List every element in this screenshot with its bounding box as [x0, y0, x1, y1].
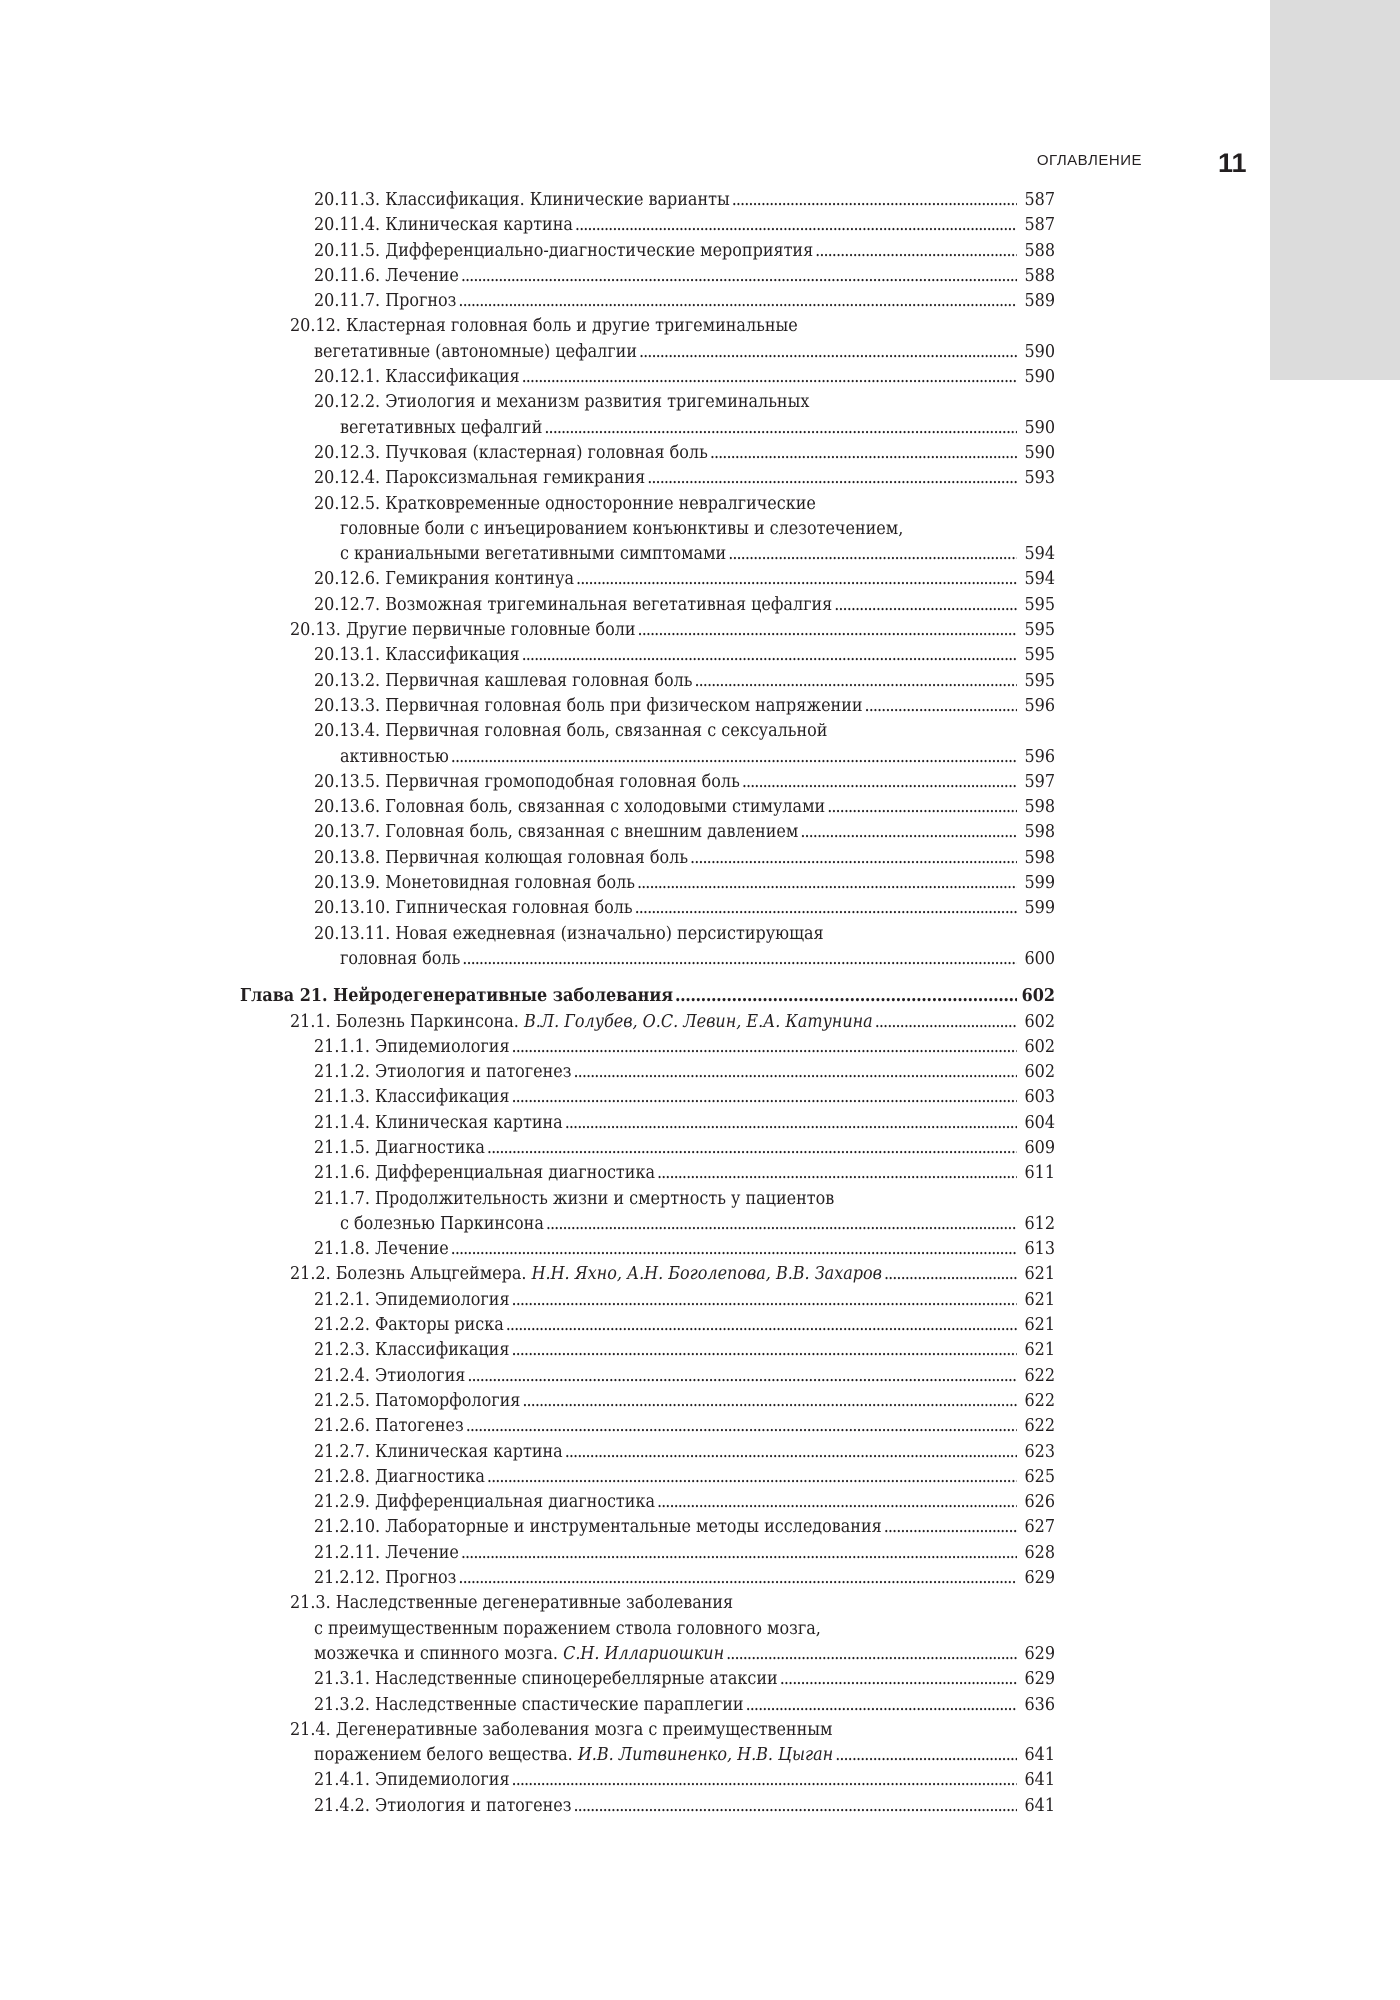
toc-entry: 20.13.2. Первичная кашлевая головная боль . . . 595 [240, 668, 1055, 693]
toc-entry-title: 21.1.7. Продолжительность жизни и смертность у пациентов [314, 1187, 835, 1209]
toc-entry: поражением белого вещества. И.В. Литвиненко, Н.В. Цыган . . . 641 [240, 1742, 1055, 1767]
toc-entry: 21.2. Болезнь Альцгеймера. Н.Н. Яхно, А.Н. Боголепова, В.В. Захаров . . . 621 [240, 1261, 1055, 1286]
toc-entry: 20.12.6. Гемикрания континуа . . . 594 [240, 566, 1055, 591]
toc-entry: 21.1.2. Этиология и патогенез . . . 602 [240, 1059, 1055, 1084]
toc-entry: 21.2.7. Клиническая картина . . . 623 [240, 1439, 1055, 1464]
toc-entry: 20.13.6. Головная боль, связанная с холодовыми стимулами . . . 598 [240, 794, 1055, 819]
toc-entry: 21.2.1. Эпидемиология . . . 621 [240, 1287, 1055, 1312]
toc-entry-title: 20.13.4. Первичная головная боль, связанная с сексуальной [314, 720, 828, 742]
toc-entry: 21.3.1. Наследственные спиноцеребеллярные атаксии . . . 629 [240, 1666, 1055, 1691]
toc-entry-title: 21.3. Наследственные дегенеративные заболевания [290, 1592, 734, 1614]
toc-entry: 21.2.11. Лечение . . . 628 [240, 1540, 1055, 1565]
toc-entry: 21.4.2. Этиология и патогенез . . . 641 [240, 1793, 1055, 1818]
toc-entry: 20.11.7. Прогноз . . . 589 [240, 288, 1055, 313]
toc-authors: Н.Н. Яхно, А.Н. Боголепова, В.В. Захаров [531, 1263, 882, 1285]
toc-entry: 21.2.12. Прогноз . . . 629 [240, 1565, 1055, 1590]
toc-entry: мозжечка и спинного мозга. С.Н. Иллариошкин . . . 629 [240, 1641, 1055, 1666]
toc-entry-title: 20.12.5. Кратковременные односторонние невралгические [314, 492, 816, 514]
toc-entry: 20.11.6. Лечение . . . 588 [240, 263, 1055, 288]
toc-entry: головная боль . . . 600 [240, 946, 1055, 971]
toc-authors: И.В. Литвиненко, Н.В. Цыган [577, 1744, 834, 1766]
toc-entry: 20.11.3. Классификация. Клинические варианты . . . 587 [240, 187, 1055, 212]
toc-entry: 20.13. Другие первичные головные боли . . . 595 [240, 617, 1055, 642]
toc-entry: 20.13.8. Первичная колющая головная боль . . . 598 [240, 845, 1055, 870]
toc-entry: 20.13.3. Первичная головная боль при физическом напряжении . . . 596 [240, 693, 1055, 718]
toc-entry: 20.13.5. Первичная громоподобная головная боль . . . 597 [240, 769, 1055, 794]
toc-entry: 21.2.6. Патогенез . . . 622 [240, 1413, 1055, 1438]
toc-entry: 21.2.5. Патоморфология . . . 622 [240, 1388, 1055, 1413]
thumb-index-tab [1270, 0, 1400, 380]
toc-entry: 21.2.9. Дифференциальная диагностика . . . 626 [240, 1489, 1055, 1514]
toc-entry: 21.4.1. Эпидемиология . . . 641 [240, 1767, 1055, 1792]
table-of-contents [240, 187, 1055, 1818]
toc-entry: 20.11.4. Клиническая картина . . . 587 [240, 212, 1055, 237]
toc-entry-title: 21.4. Дегенеративные заболевания мозга с преимущественным [290, 1718, 833, 1740]
toc-entry: активностью . . . 596 [240, 744, 1055, 769]
toc-entry: 20.12.3. Пучковая (кластерная) головная боль . . . 590 [240, 440, 1055, 465]
toc-entry-title: 20.13.11. Новая ежедневная (изначально) персистирующая [314, 922, 824, 944]
toc-entry: 20.12.4. Пароксизмальная гемикрания . . . 593 [240, 465, 1055, 490]
toc-entry: 20.12.7. Возможная тригеминальная вегетативная цефалгия . . . 595 [240, 592, 1055, 617]
toc-entry: 21.1.5. Диагностика . . . 609 [240, 1135, 1055, 1160]
toc-entry: 21.2.2. Факторы риска . . . 621 [240, 1312, 1055, 1337]
toc-entry-title: 20.12.2. Этиология и механизм развития тригеминальных [314, 391, 810, 413]
toc-entry: 20.13.7. Головная боль, связанная с внешним давлением . . . 598 [240, 819, 1055, 844]
toc-entry: 21.1.3. Классификация . . . 603 [240, 1084, 1055, 1109]
toc-entry: 21.2.10. Лабораторные и инструментальные методы исследования . . . 627 [240, 1514, 1055, 1539]
toc-entry: 20.11.5. Дифференциально-диагностические мероприятия . . . 588 [240, 238, 1055, 263]
toc-entry-continuation: с преимущественным поражением ствола головного мозга, [314, 1617, 821, 1639]
toc-entry: 20.12.1. Классификация . . . 590 [240, 364, 1055, 389]
toc-authors: С.Н. Иллариошкин [563, 1642, 725, 1664]
toc-entry: с болезнью Паркинсона . . . 612 [240, 1211, 1055, 1236]
toc-entry: 21.1.4. Клиническая картина . . . 604 [240, 1110, 1055, 1135]
toc-entry: 21.1.1. Эпидемиология . . . 602 [240, 1034, 1055, 1059]
toc-entry: вегетативные (автономные) цефалгии . . . 590 [240, 339, 1055, 364]
toc-entry: 21.1.8. Лечение . . . 613 [240, 1236, 1055, 1261]
page-number: 11 [1218, 148, 1247, 178]
toc-entry: 21.2.4. Этиология . . . 622 [240, 1363, 1055, 1388]
toc-entry: 20.13.9. Монетовидная головная боль . . . 599 [240, 870, 1055, 895]
toc-entry-continuation: головные боли с инъецированием конъюнктивы и слезотечением, [340, 517, 904, 539]
running-header: ОГЛАВЛЕНИЕ [1036, 152, 1142, 169]
toc-entry: 21.3.2. Наследственные спастические параплегии . . . 636 [240, 1692, 1055, 1717]
toc-entry-title: 20.12. Кластерная головная боль и другие тригеминальные [290, 315, 798, 337]
toc-entry: 21.2.8. Диагностика . . . 625 [240, 1464, 1055, 1489]
toc-entry: 21.2.3. Классификация . . . 621 [240, 1337, 1055, 1362]
toc-authors: В.Л. Голубев, О.С. Левин, Е.А. Катунина [523, 1010, 873, 1032]
toc-entry: 21.1. Болезнь Паркинсона. В.Л. Голубев, О.С. Левин, Е.А. Катунина . . . 602 [240, 1009, 1055, 1034]
toc-entry: с краниальными вегетативными симптомами . . . 594 [240, 541, 1055, 566]
toc-entry: 21.1.6. Дифференциальная диагностика . . . 611 [240, 1160, 1055, 1185]
toc-entry: вегетативных цефалгий . . . 590 [240, 415, 1055, 440]
toc-entry: 20.13.10. Гипническая головная боль . . . 599 [240, 895, 1055, 920]
toc-entry: 20.13.1. Классификация . . . 595 [240, 642, 1055, 667]
chapter-heading: Глава 21. Нейродегенеративные заболевания . . . 602 [240, 983, 1055, 1008]
